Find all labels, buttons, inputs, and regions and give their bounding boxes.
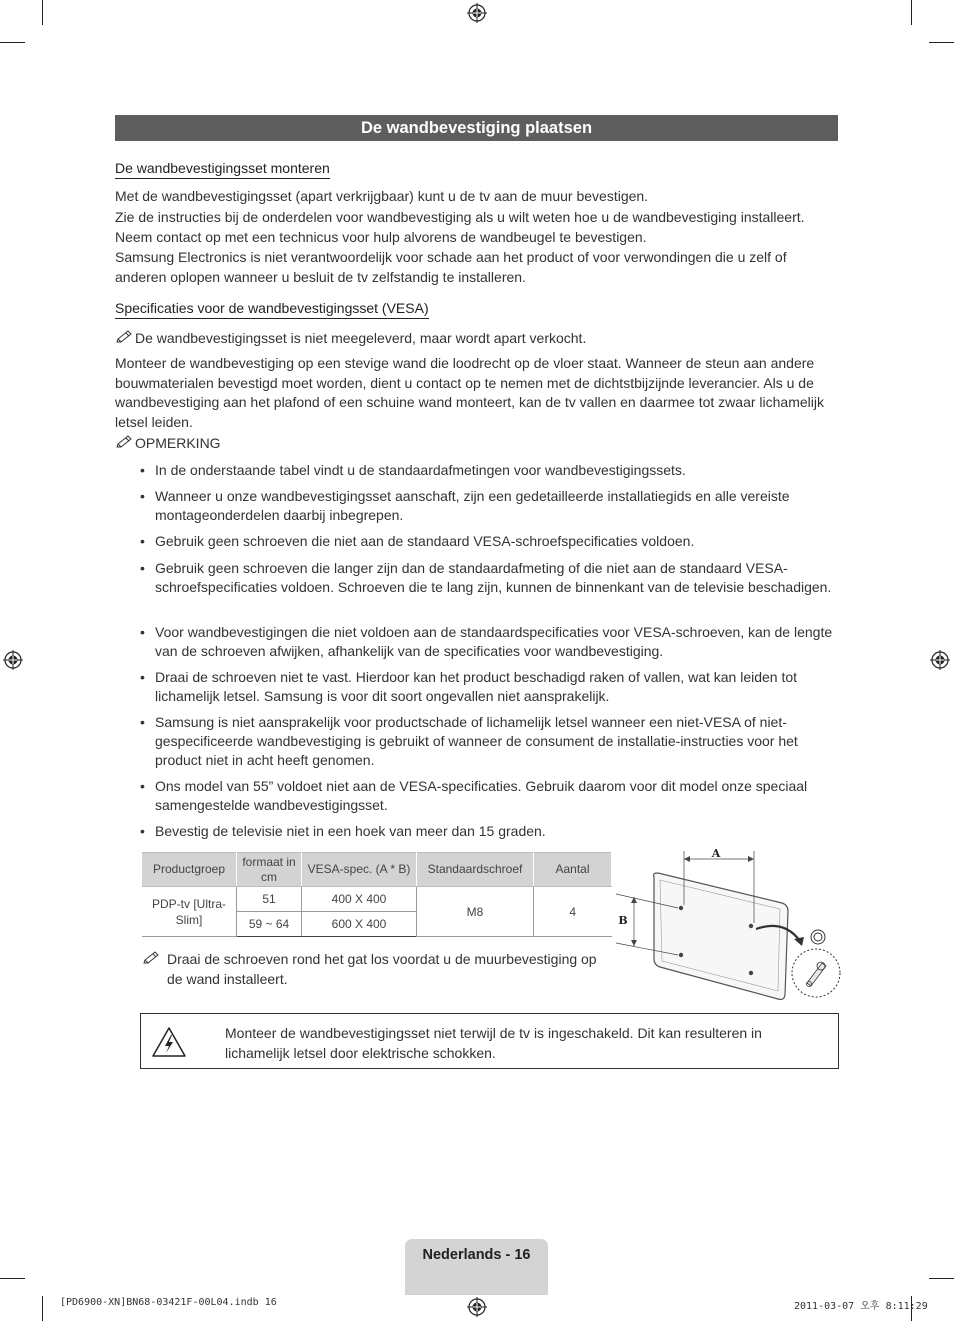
bullet-icon: • bbox=[140, 714, 145, 730]
crop-mark bbox=[42, 0, 43, 25]
section-title: De wandbevestiging plaatsen bbox=[115, 115, 838, 141]
remark-label: OPMERKING bbox=[135, 435, 221, 451]
count-cell: 4 bbox=[534, 887, 612, 937]
list-item bbox=[140, 487, 845, 525]
warning-box bbox=[140, 1013, 839, 1069]
remark bbox=[115, 434, 221, 454]
column-header: VESA-spec. (A * B) bbox=[302, 853, 417, 887]
bullet-text: Wanneer u onze wandbevestigingsset aanschaft, zijn een gedetailleerde installatiegids en alle vereiste montageonderdelen daarbij inbegrepen. bbox=[155, 488, 790, 523]
pencil-note-icon bbox=[115, 435, 135, 449]
registration-mark-icon bbox=[930, 650, 950, 670]
pencil-note-icon bbox=[142, 951, 162, 965]
bullet-icon: • bbox=[140, 669, 145, 685]
vesa-paragraph: Monteer de wandbevestiging op een stevige wand die loodrecht op de vloer staat. Wanneer de steun aan andere bouwmaterialen bevestigd moet worden, dient u contact op te nemen met de dichtstbijzijnde leverancier. Als u de wandbevestiging aan het plafond of een schuine wand monteert, kan de tv vallen en daarmee tot zwaar lichamelijk letsel leiden. bbox=[115, 355, 824, 430]
product-group-cell: PDP-tv [Ultra-Slim] bbox=[142, 887, 237, 937]
bullet-icon: • bbox=[140, 462, 145, 478]
column-header: formaat in cm bbox=[237, 853, 302, 887]
bullet-text: Gebruik geen schroeven die niet aan de standaard VESA-schroefspecificaties voldoen. bbox=[155, 533, 695, 549]
mount-kit-paragraph: Met de wandbevestigingsset (apart verkrijgbaar) kunt u de tv aan de muur bevestigen. bbox=[115, 188, 649, 204]
list-item bbox=[140, 668, 845, 706]
table-row bbox=[142, 887, 612, 912]
list-item bbox=[140, 461, 845, 480]
bullet-text: Samsung is niet aansprakelijk voor productschade of lichamelijk letsel wanneer een niet-VESA of niet-gespecificeerde wandbevestiging is gebruikt of wanneer de consument de installatie-instructies voor het product niet in acht heeft genomen. bbox=[155, 714, 798, 768]
bullet-text: Voor wandbevestigingen die niet voldoen aan de standaardspecificaties voor VESA-schroeven, kan de lengte van de schroeven afwijken, afhankelijk van de specificaties voor wandbevestiging. bbox=[155, 624, 833, 659]
list-item bbox=[140, 713, 845, 770]
bullet-icon: • bbox=[140, 533, 145, 549]
bullet-icon: • bbox=[140, 624, 145, 640]
dimension-b-label: B bbox=[618, 914, 628, 927]
registration-mark-icon bbox=[467, 3, 487, 23]
footer-timestamp: 2011-03-07 오후 8:11:29 bbox=[794, 1301, 928, 1312]
vesa-spec-table bbox=[142, 852, 612, 937]
mount-kit-paragraph: Samsung Electronics is niet verantwoordelijk voor schade aan het product of voor verwondingen die u zelf of anderen oplopen wanneer u besluit de tv zelfstandig te installeren. bbox=[115, 249, 787, 285]
pencil-note-icon-wrap bbox=[142, 950, 162, 970]
list-item bbox=[140, 532, 845, 551]
crop-mark bbox=[911, 0, 912, 25]
dimension-a-label: A bbox=[711, 847, 721, 860]
bullet-icon: • bbox=[140, 488, 145, 504]
column-header: Productgroep bbox=[142, 853, 237, 887]
column-header: Aantal bbox=[534, 853, 612, 887]
table-note-text: Draai de schroeven rond het gat los voordat u de muurbevestiging op de wand installeert. bbox=[167, 951, 597, 987]
crop-mark bbox=[0, 42, 25, 43]
registration-mark-icon bbox=[467, 1297, 487, 1317]
vesa-cell: 600 X 400 bbox=[302, 912, 417, 937]
footer-file: [PD6900-XN]BN68-03421F-00L04.indb 16 bbox=[60, 1297, 277, 1308]
list-item bbox=[140, 777, 845, 815]
crop-mark bbox=[42, 1296, 43, 1321]
warning-text: Monteer de wandbevestigingsset niet terwijl de tv is ingeschakeld. Dit kan resulteren in lichamelijk letsel door elektrische schokken. bbox=[225, 1025, 762, 1061]
bullet-text: Draai de schroeven niet te vast. Hierdoor kan het product beschadigd raken of vallen, wat kan leiden tot lichamelijk letsel. Samsung is voor dit soort ongevallen niet aansprakelijk. bbox=[155, 669, 798, 704]
crop-mark bbox=[929, 1278, 954, 1279]
mount-kit-heading: De wandbevestigingsset monteren bbox=[115, 160, 330, 179]
registration-mark-icon bbox=[3, 650, 23, 670]
bullet-text: Ons model van 55” voldoet niet aan de VESA-specificaties. Gebruik daarom voor dit model onze speciaal samengestelde wandbevestigingsset. bbox=[155, 778, 808, 813]
bullet-icon: • bbox=[140, 823, 145, 839]
bullet-text: Bevestig de televisie niet in een hoek van meer dan 15 graden. bbox=[155, 823, 546, 839]
bullet-icon: • bbox=[140, 560, 145, 576]
page-label: Nederlands - 16 bbox=[405, 1239, 548, 1295]
size-cell: 59 ~ 64 bbox=[237, 912, 302, 937]
crop-mark bbox=[0, 1278, 25, 1279]
column-header: Standaardschroef bbox=[417, 853, 534, 887]
screw-cell: M8 bbox=[417, 887, 534, 937]
bullet-icon: • bbox=[140, 778, 145, 794]
list-item bbox=[140, 822, 845, 841]
mount-kit-paragraph: Zie de instructies bij de onderdelen voor wandbevestiging als u wilt weten hoe u de wandbevestiging installeert. Neem contact op met een technicus voor hulp alvorens de wandbeugel te bevestigen. bbox=[115, 209, 805, 245]
vesa-heading: Specificaties voor de wandbevestigingsset (VESA) bbox=[115, 300, 429, 319]
list-item bbox=[140, 623, 845, 661]
size-cell: 51 bbox=[237, 887, 302, 912]
list-item bbox=[140, 559, 845, 597]
warning-lightning-icon bbox=[151, 1026, 187, 1058]
vesa-note bbox=[115, 329, 586, 349]
vesa-note-text: De wandbevestigingsset is niet meegeleverd, maar wordt apart verkocht. bbox=[135, 330, 587, 346]
crop-mark bbox=[929, 42, 954, 43]
bullet-text: In de onderstaande tabel vindt u de standaardafmetingen voor wandbevestigingssets. bbox=[155, 462, 686, 478]
table-header-row bbox=[142, 853, 612, 887]
wall-mount-diagram bbox=[612, 845, 844, 1005]
bullet-text: Gebruik geen schroeven die langer zijn dan de standaardafmeting of die niet aan de standaard VESA-schroefspecificaties voldoen. Schroeven die te lang zijn, kunnen de binnenkant van de televisie beschadigen. bbox=[155, 560, 832, 595]
pencil-note-icon bbox=[115, 330, 135, 344]
vesa-cell: 400 X 400 bbox=[302, 887, 417, 912]
